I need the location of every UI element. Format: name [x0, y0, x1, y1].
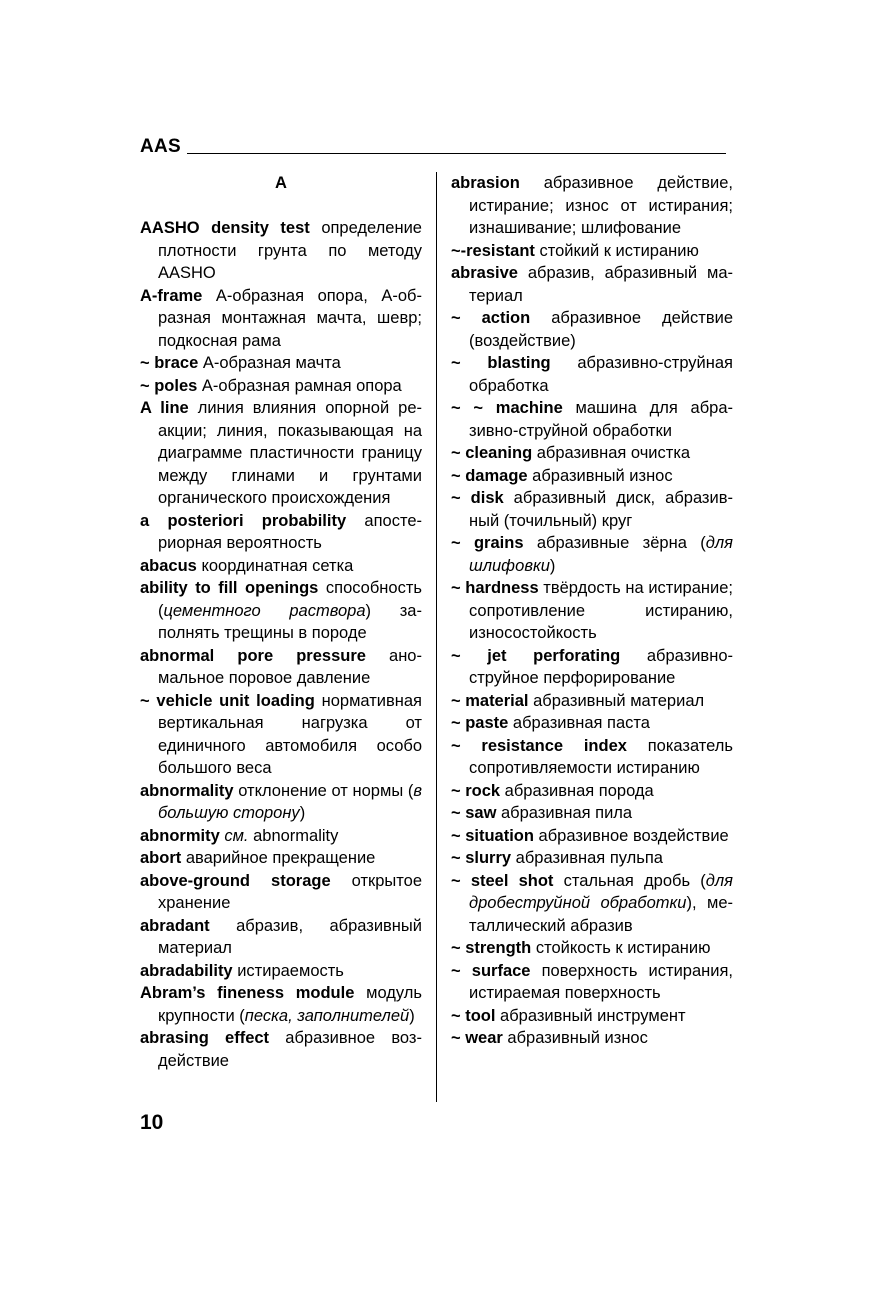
- definition-text: показатель сопротивляемости истиранию: [469, 736, 734, 777]
- headword: ~ strength: [451, 939, 532, 957]
- dictionary-entry: [451, 397, 733, 442]
- headword: abnormity: [140, 826, 220, 845]
- definition-text-tail: ), металлический абразив: [469, 894, 734, 935]
- dictionary-entry: [451, 802, 733, 825]
- definition-text-tail: ): [409, 1006, 415, 1025]
- dictionary-entry: [451, 465, 733, 488]
- definition-text: координатная сетка: [196, 556, 354, 575]
- page-number: 10: [140, 1111, 164, 1134]
- definition-text: апостериорная вероятность: [158, 511, 423, 552]
- definition-italic: для дробеструйной обработки: [469, 871, 733, 912]
- dictionary-entry: [451, 847, 733, 870]
- definition-text: модуль крупности (: [158, 984, 422, 1025]
- dictionary-entry: [451, 960, 733, 1005]
- headword: ~ surface: [451, 961, 531, 980]
- definition-text: абразивный инструмент: [495, 1006, 686, 1025]
- headword: abrasing effect: [140, 1029, 270, 1047]
- dictionary-entry: [451, 487, 733, 532]
- dictionary-entry: [451, 780, 733, 803]
- headword: abrasive: [451, 264, 518, 282]
- dictionary-entry: [451, 825, 733, 848]
- headword: ~ rock: [451, 781, 501, 800]
- definition-italic: для шлифовки: [469, 534, 733, 575]
- dictionary-entry: [140, 510, 422, 555]
- definition-text: твёрдость на истирание; сопротивление истиранию, износостойкость: [469, 579, 733, 642]
- headword: ~ grains: [451, 534, 524, 552]
- headword: abradant: [140, 916, 210, 935]
- headword: ability to fill openings: [140, 579, 319, 597]
- dictionary-entry: [140, 217, 422, 285]
- headword: a posteriori probability: [140, 511, 347, 530]
- dictionary-entry: [140, 375, 422, 398]
- dictionary-entry: [140, 915, 422, 960]
- definition-text: А-образная рамная опора: [197, 376, 402, 395]
- definition-text: абразивная порода: [500, 781, 654, 800]
- dictionary-entry: [451, 442, 733, 465]
- definition-text: абразивный диск, абразивный (точильный) круг: [469, 489, 733, 530]
- section-letter: A: [275, 174, 287, 192]
- dictionary-entry: [451, 690, 733, 713]
- headword: ~-resistant: [451, 241, 535, 260]
- definition-text: абразивно-струйная обработка: [469, 354, 733, 395]
- definition-text: А-образная опора, А-образная монтажная мачта, шевр; подкосная рама: [158, 286, 422, 350]
- headword: ~ vehicle unit loading: [140, 691, 315, 710]
- header-rule: [187, 153, 726, 154]
- dictionary-entry: [140, 285, 422, 353]
- definition-text: аварийное прекращение: [181, 849, 376, 867]
- headword: ~ ~ machine: [451, 399, 563, 417]
- definition-italic: песка, заполнителей: [244, 1006, 410, 1025]
- definition-text: способность (: [158, 579, 423, 620]
- dictionary-entry: [451, 712, 733, 735]
- definition-text: абразивное действие, истирание; износ от истирания; изнашивание; шлифование: [469, 174, 733, 237]
- definition-text-tail: ): [549, 556, 556, 575]
- definition-text: абразивное действие (воздействие): [469, 309, 733, 350]
- dictionary-entry: [140, 960, 422, 983]
- dictionary-entry: [451, 307, 733, 352]
- dictionary-entry: [140, 847, 422, 870]
- definition-text: абразив, абразивный материал: [469, 264, 733, 305]
- definition-italic: цементного раствора: [163, 601, 366, 620]
- headword: ~ blasting: [451, 354, 551, 372]
- column-divider: [436, 172, 437, 1102]
- definition-text: абразивное воздействие: [533, 826, 729, 845]
- dictionary-entry: [451, 1005, 733, 1028]
- definition-text: абразивная пульпа: [511, 849, 663, 867]
- headword: ~ poles: [140, 376, 198, 395]
- headword: abacus: [140, 556, 197, 575]
- headword: ~ disk: [451, 489, 504, 507]
- headword: ~ action: [451, 309, 531, 327]
- dictionary-entry: [451, 735, 733, 780]
- headword: A line: [140, 399, 189, 417]
- dictionary-entry: [140, 555, 422, 578]
- headword: abnormal pore pressure: [140, 646, 366, 665]
- definition-text: линия влияния опорной реакции; линия, показывающая на диаграмме пластичности границу между глинами и грунтами органического происхождения: [158, 399, 423, 507]
- dictionary-entry: [140, 577, 422, 645]
- definition-text-tail: ): [299, 804, 306, 822]
- headword: abort: [140, 849, 182, 867]
- definition-text: открытое хранение: [158, 871, 422, 912]
- headword: abrasion: [451, 174, 520, 192]
- definition-italic: в большую сторону: [158, 781, 422, 822]
- definition-text: абразив, абразивный материал: [158, 916, 422, 957]
- dictionary-entry: [451, 172, 733, 240]
- definition-text: абразивная паста: [508, 714, 650, 732]
- headword: ~ hardness: [451, 579, 539, 597]
- dictionary-entry: [140, 397, 422, 510]
- definition-text: абразивная очистка: [532, 444, 691, 462]
- definition-text: абразивно-струйное перфорирование: [469, 646, 733, 687]
- headword: ~ situation: [451, 826, 534, 845]
- dictionary-entry: [140, 645, 422, 690]
- dictionary-entry: [451, 1027, 733, 1050]
- headword: above-ground storage: [140, 871, 331, 890]
- definition-text-tail: ) заполнять трещины в породе: [158, 601, 422, 642]
- dictionary-entry: [140, 780, 422, 825]
- headword: ~ resistance index: [451, 736, 627, 755]
- definition-text: истираемость: [232, 961, 344, 980]
- dictionary-entry: [451, 870, 733, 938]
- definition-text: абразивный износ: [502, 1029, 648, 1047]
- dictionary-entry: [140, 352, 422, 375]
- headword: ~ paste: [451, 714, 509, 732]
- dictionary-entry: [451, 577, 733, 645]
- dictionary-entry: [451, 262, 733, 307]
- dictionary-entry: [451, 532, 733, 577]
- definition-text: определение плотности грунта по методу AASHO: [158, 219, 422, 282]
- headword: ~ cleaning: [451, 444, 533, 462]
- headword: ~ saw: [451, 804, 497, 822]
- dictionary-entry: [140, 982, 422, 1027]
- definition-italic: см.: [224, 826, 249, 845]
- headword: ~ material: [451, 691, 529, 710]
- definition-text-tail: abnormality: [248, 826, 339, 845]
- dictionary-entry: [140, 870, 422, 915]
- definition-text: аномальное поровое давление: [158, 646, 422, 687]
- definition-text: стойкость к истиранию: [531, 939, 711, 957]
- headword: ~ damage: [451, 466, 528, 485]
- definition-text: абразивный износ: [527, 466, 673, 485]
- dictionary-entry: [140, 825, 422, 848]
- headword: A-frame: [140, 286, 203, 305]
- definition-text: стойкий к истиранию: [534, 241, 699, 260]
- right-column: [451, 172, 733, 1050]
- definition-text: стальная дробь (: [553, 871, 706, 890]
- headword: ~ jet perforating: [451, 646, 621, 665]
- definition-text: абразивный материал: [528, 691, 705, 710]
- headword: abradability: [140, 961, 233, 980]
- headword: abnormality: [140, 781, 234, 800]
- definition-text: абразивное воздействие: [158, 1029, 422, 1070]
- dictionary-entry: [451, 240, 733, 263]
- headword: ~ slurry: [451, 849, 512, 867]
- dictionary-entry: [140, 690, 422, 780]
- headword: ~ steel shot: [451, 871, 554, 890]
- definition-text: абразивные зёрна (: [523, 534, 706, 552]
- headword: ~ wear: [451, 1029, 503, 1047]
- definition-text: машина для абразивно-струйной обработки: [469, 399, 734, 440]
- definition-text: нормативная вертикальная нагрузка от единичного автомобиля особо большого веса: [158, 691, 422, 777]
- headword: AASHO density test: [140, 219, 310, 237]
- definition-text: А-образная мачта: [198, 354, 341, 372]
- headword: ~ brace: [140, 354, 199, 372]
- definition-text: отклонение от нормы (: [233, 781, 414, 800]
- definition-text: абразивная пила: [496, 804, 633, 822]
- headword: Abram’s fineness module: [140, 984, 355, 1002]
- definition-text: поверхность истирания, истираемая поверхность: [469, 961, 734, 1002]
- headword: ~ tool: [451, 1006, 496, 1025]
- dictionary-entry: [451, 937, 733, 960]
- dictionary-entry: [451, 352, 733, 397]
- left-column: [140, 172, 422, 1072]
- running-head: AAS: [140, 136, 182, 157]
- dictionary-entry: [140, 1027, 422, 1072]
- dictionary-entry: [451, 645, 733, 690]
